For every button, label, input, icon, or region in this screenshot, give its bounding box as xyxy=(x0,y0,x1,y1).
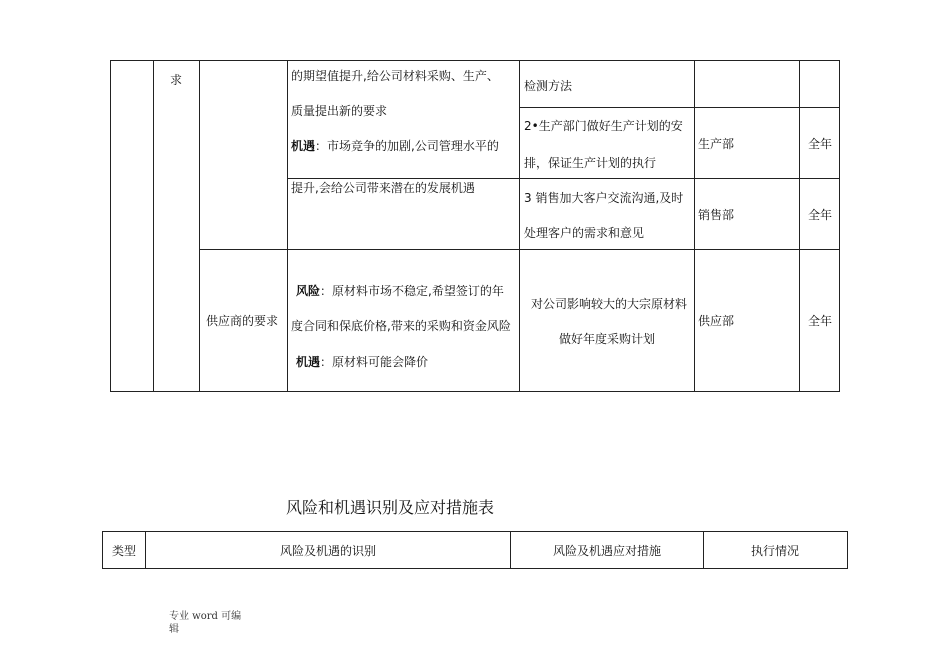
department-text: 供应部 xyxy=(698,314,735,328)
time-text: 全年 xyxy=(808,314,833,328)
column-divider xyxy=(510,531,511,569)
table-border-bottom xyxy=(102,568,848,569)
analysis-line: 提升,会给公司带来潜在的发展机遇 xyxy=(291,181,475,195)
opportunity-label: 机遇 xyxy=(291,139,316,153)
measure-text: 排，保证生产计划的执行 xyxy=(524,156,657,170)
table-border-right xyxy=(839,60,840,392)
column-divider xyxy=(145,531,146,569)
table-title: 风险和机遇识别及应对措施表 xyxy=(286,498,495,517)
table-border-top xyxy=(102,531,848,532)
table-border-left xyxy=(110,60,111,392)
header-identification: 风险及机遇的识别 xyxy=(280,544,377,558)
column-divider xyxy=(703,531,704,569)
time-text: 全年 xyxy=(808,137,833,151)
row-divider xyxy=(287,178,840,179)
measure-text: 对公司影响较大的大宗原材料 xyxy=(531,297,688,311)
table-border-bottom xyxy=(110,391,840,392)
time-text: 全年 xyxy=(808,208,833,222)
column-divider xyxy=(694,60,695,392)
measure-text: 做好年度采购计划 xyxy=(559,332,656,346)
column-divider xyxy=(199,60,200,392)
column-divider xyxy=(153,60,154,392)
item-text: 供应商的要求 xyxy=(206,314,279,328)
department-text: 生产部 xyxy=(698,137,735,151)
footer-note-line2: 辑 xyxy=(169,624,179,635)
column-divider xyxy=(287,60,288,392)
column-divider xyxy=(519,60,520,392)
measure-text: 检测方法 xyxy=(524,79,573,93)
risk-line: 度合同和保底价格,带来的采购和资金风险 xyxy=(291,319,511,333)
header-type: 类型 xyxy=(112,544,137,558)
requirement-fragment: 求 xyxy=(170,73,183,87)
opportunity-line xyxy=(291,138,499,154)
opportunity-text: ：原材料可能会降价 xyxy=(320,355,429,369)
opportunity-line xyxy=(296,354,428,370)
risk-line xyxy=(296,283,504,299)
measure-text: 3 销售加大客户交流沟通,及时 xyxy=(524,191,684,205)
row-divider xyxy=(519,107,840,108)
analysis-line: 的期望值提升,给公司材料采购、生产、 xyxy=(291,69,499,83)
header-measures: 风险及机遇应对措施 xyxy=(553,544,662,558)
analysis-line: 质量提出新的要求 xyxy=(291,104,388,118)
footer-note-line1: 专业 word 可编 xyxy=(169,611,242,622)
opportunity-label: 机遇 xyxy=(296,355,321,369)
column-divider xyxy=(799,60,800,392)
risk-text: ：原材料市场不稳定,希望签订的年 xyxy=(320,284,504,298)
table-border-top xyxy=(110,60,840,61)
table-border-left xyxy=(102,531,103,569)
opportunity-text: ：市场竞争的加剧,公司管理水平的 xyxy=(315,139,499,153)
department-text: 销售部 xyxy=(698,208,735,222)
header-status: 执行情况 xyxy=(751,544,800,558)
measure-text: 2•生产部门做好生产计划的安 xyxy=(524,119,683,133)
risk-label: 风险 xyxy=(296,284,321,298)
measure-text: 处理客户的需求和意见 xyxy=(524,226,645,240)
table-border-right xyxy=(847,531,848,569)
